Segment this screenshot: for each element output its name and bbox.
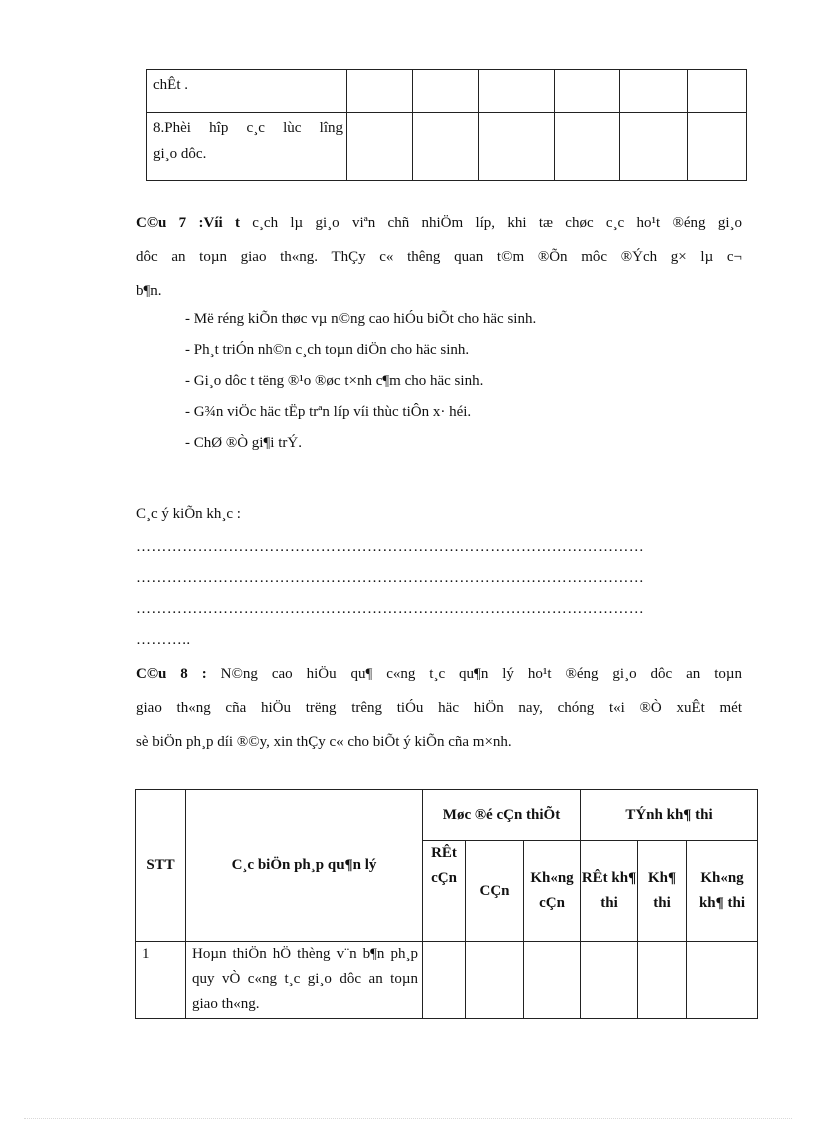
table-cell <box>524 942 581 1019</box>
table-header-row <box>136 790 758 841</box>
table-cell <box>413 113 479 181</box>
sub-not-feasible: Kh«ng kh¶ thi <box>687 841 758 942</box>
row-label: chÊt . <box>147 70 347 113</box>
dot-line: ……………………………………………………………………………………… <box>136 601 645 617</box>
table-cell <box>638 942 687 1019</box>
sub-very-feasible: RÊt kh¶ thi <box>581 841 638 942</box>
question-7-options <box>185 304 745 459</box>
table-cell <box>423 942 466 1019</box>
question-7-label: C©u 7 : <box>136 215 204 231</box>
question-7-text: c¸ch lµ gi¸o viªn chñ nhiÖm líp, khi tæ chøc c¸c ho¹t ®éng gi¸o <box>252 215 742 231</box>
sub-very-necessary: RÊt cÇn <box>423 841 466 942</box>
dot-line: ……….. <box>136 632 191 648</box>
option-item: - Më réng kiÕn thøc vµ n©ng cao hiÓu biÕt cho häc sinh. <box>185 311 537 327</box>
table-row <box>147 70 747 113</box>
page-divider <box>24 1118 792 1119</box>
row-number: 1 <box>136 942 186 1019</box>
table-cell <box>413 70 479 113</box>
table-cell <box>466 942 524 1019</box>
option-item: - ChØ ®Ò gi¶i trÝ. <box>185 435 302 451</box>
question-7-line: b¶n. <box>136 283 162 299</box>
question-8-line: giao th«ng cña hiÖu trëng trêng tiÓu häc hiÖn nay, chóng t«i ®Ò xuÊt mét <box>136 700 742 716</box>
measures-header: C¸c biÖn ph¸p qu¶n lý <box>186 790 423 942</box>
table-cell <box>347 70 413 113</box>
question-8 <box>136 657 742 759</box>
table-row <box>136 942 758 1019</box>
table-cell <box>688 70 747 113</box>
table-cell <box>555 113 620 181</box>
table-cell <box>687 942 758 1019</box>
question-8-line: sè biÖn ph¸p díi ®©y, xin thÇy c« cho biÕt ý kiÕn cña m×nh. <box>136 734 512 750</box>
sub-necessary: CÇn <box>466 841 524 942</box>
question-8-line <box>136 657 742 691</box>
table-cell <box>620 113 688 181</box>
table-cell <box>479 70 555 113</box>
option-item: - Ph¸t triÓn nh©n c¸ch toµn diÖn cho häc sinh. <box>185 342 470 358</box>
row-label <box>147 113 347 181</box>
table-cell <box>688 113 747 181</box>
question-7-line <box>136 206 742 240</box>
option-item: - G¾n viÖc häc tËp trªn líp víi thùc tiÔn x· héi. <box>185 404 472 420</box>
table-cell <box>581 942 638 1019</box>
option-item: - Gi¸o dôc t tëng ®¹o ®øc t×nh c¶m cho häc sinh. <box>185 373 484 389</box>
table-cell <box>620 70 688 113</box>
question-8-text: N©ng cao hiÖu qu¶ c«ng t¸c qu¶n lý ho¹t ®éng gi¸o dôc an toµn <box>220 666 742 682</box>
question-8-label: C©u 8 : <box>136 666 207 682</box>
table-row <box>147 113 747 181</box>
stt-header: STT <box>136 790 186 942</box>
row-measure: Hoµn thiÖn hÖ thèng v¨n b¶n ph¸p quy vÒ c«ng t¸c gi¸o dôc an toµn giao th«ng. <box>186 942 423 1019</box>
table-cell <box>347 113 413 181</box>
feasibility-header: TÝnh kh¶ thi <box>581 790 758 841</box>
question-7-lead: Víi t <box>203 215 240 231</box>
sub-feasible: Kh¶ thi <box>638 841 687 942</box>
dot-line: ……………………………………………………………………………………… <box>136 539 645 555</box>
question-7-line: dôc an toµn giao th«ng. ThÇy c« thêng quan t©m ®Õn môc ®Ých g× lµ c¬ <box>136 249 742 265</box>
answer-lines <box>136 532 736 656</box>
table-cell <box>479 113 555 181</box>
row-label-line: 8.Phèi hîp c¸c lùc lîng <box>153 120 343 136</box>
question-7 <box>136 206 742 308</box>
measures-table <box>135 789 758 1019</box>
other-opinions-label: C¸c ý kiÕn kh¸c : <box>136 506 241 522</box>
table-cell <box>555 70 620 113</box>
top-table <box>146 69 747 181</box>
necessity-header: Møc ®é cÇn thiÕt <box>423 790 581 841</box>
sub-not-necessary: Kh«ng cÇn <box>524 841 581 942</box>
dot-line: ……………………………………………………………………………………… <box>136 570 645 586</box>
row-label-line: gi¸o dôc. <box>153 146 207 162</box>
